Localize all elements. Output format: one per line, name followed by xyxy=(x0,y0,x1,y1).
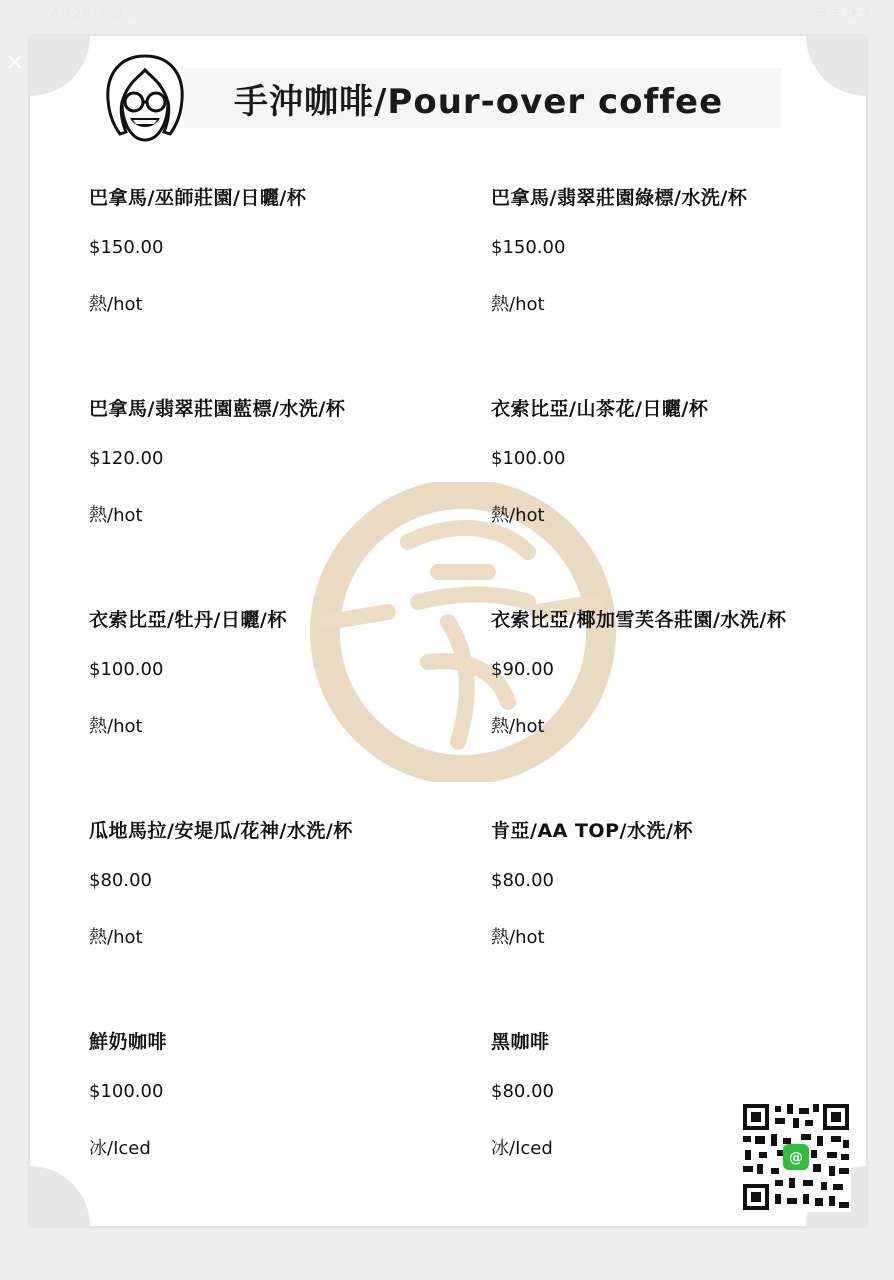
menu-item-temperature: 冰/Iced xyxy=(89,1138,151,1159)
page-title: 手沖咖啡/Pour-over coffee xyxy=(234,82,724,122)
menu-item-name: 衣索比亞/牡丹/日曬/杯 xyxy=(89,609,287,631)
menu-item-name: 巴拿馬/翡翠莊園藍標/水洗/杯 xyxy=(89,398,346,420)
menu-item-name: 黑咖啡 xyxy=(491,1031,550,1053)
card-corner xyxy=(806,36,866,96)
menu-item-price: $90.00 xyxy=(491,659,554,680)
menu-item-temperature: 熱/hot xyxy=(491,927,545,948)
menu-item-temperature: 熱/hot xyxy=(89,716,143,737)
menu-item-name: 巴拿馬/巫師莊園/日曬/杯 xyxy=(89,187,307,209)
menu-item-temperature: 熱/hot xyxy=(491,505,545,526)
status-bar xyxy=(0,0,894,22)
menu-item-temperature: 熱/hot xyxy=(491,716,545,737)
card-corner xyxy=(30,36,90,96)
menu-item-name: 衣索比亞/椰加雪芙各莊園/水洗/杯 xyxy=(491,609,787,631)
menu-item-price: $80.00 xyxy=(491,870,554,891)
shop-logo-face-icon xyxy=(100,52,190,144)
menu-item-name: 鮮奶咖啡 xyxy=(89,1031,168,1053)
status-icons: ⊞ ᯤ ◑ 4 xyxy=(815,5,870,20)
svg-text:@: @ xyxy=(789,1150,803,1166)
menu-item-price: $150.00 xyxy=(491,237,566,258)
menu-item-temperature: 熱/hot xyxy=(89,505,143,526)
qr-code-icon[interactable] xyxy=(741,1102,851,1212)
menu-item-temperature: 熱/hot xyxy=(491,294,545,315)
menu-item-price: $80.00 xyxy=(491,1081,554,1102)
card-corner xyxy=(30,1166,90,1226)
menu-item-temperature: 熱/hot xyxy=(89,927,143,948)
menu-item-name: 巴拿馬/翡翠莊園綠標/水洗/杯 xyxy=(491,187,748,209)
menu-item-temperature: 熱/hot xyxy=(89,294,143,315)
menu-item-price: $150.00 xyxy=(89,237,164,258)
menu-item-name: 瓜地馬拉/安堤瓜/花神/水洗/杯 xyxy=(89,820,353,842)
menu-item-price: $120.00 xyxy=(89,448,164,469)
menu-item-temperature: 冰/Iced xyxy=(491,1138,553,1159)
menu-item-name: 衣索比亞/山茶花/日曬/杯 xyxy=(491,398,709,420)
status-date: 4月26日 週五 xyxy=(50,7,139,22)
menu-item-price: $80.00 xyxy=(89,870,152,891)
menu-item-price: $100.00 xyxy=(491,448,566,469)
menu-item-price: $100.00 xyxy=(89,659,164,680)
menu-item-price: $100.00 xyxy=(89,1081,164,1102)
menu-item-name: 肯亞/AA TOP/水洗/杯 xyxy=(491,820,693,842)
close-icon[interactable]: × xyxy=(5,50,25,75)
menu-header xyxy=(100,52,784,144)
